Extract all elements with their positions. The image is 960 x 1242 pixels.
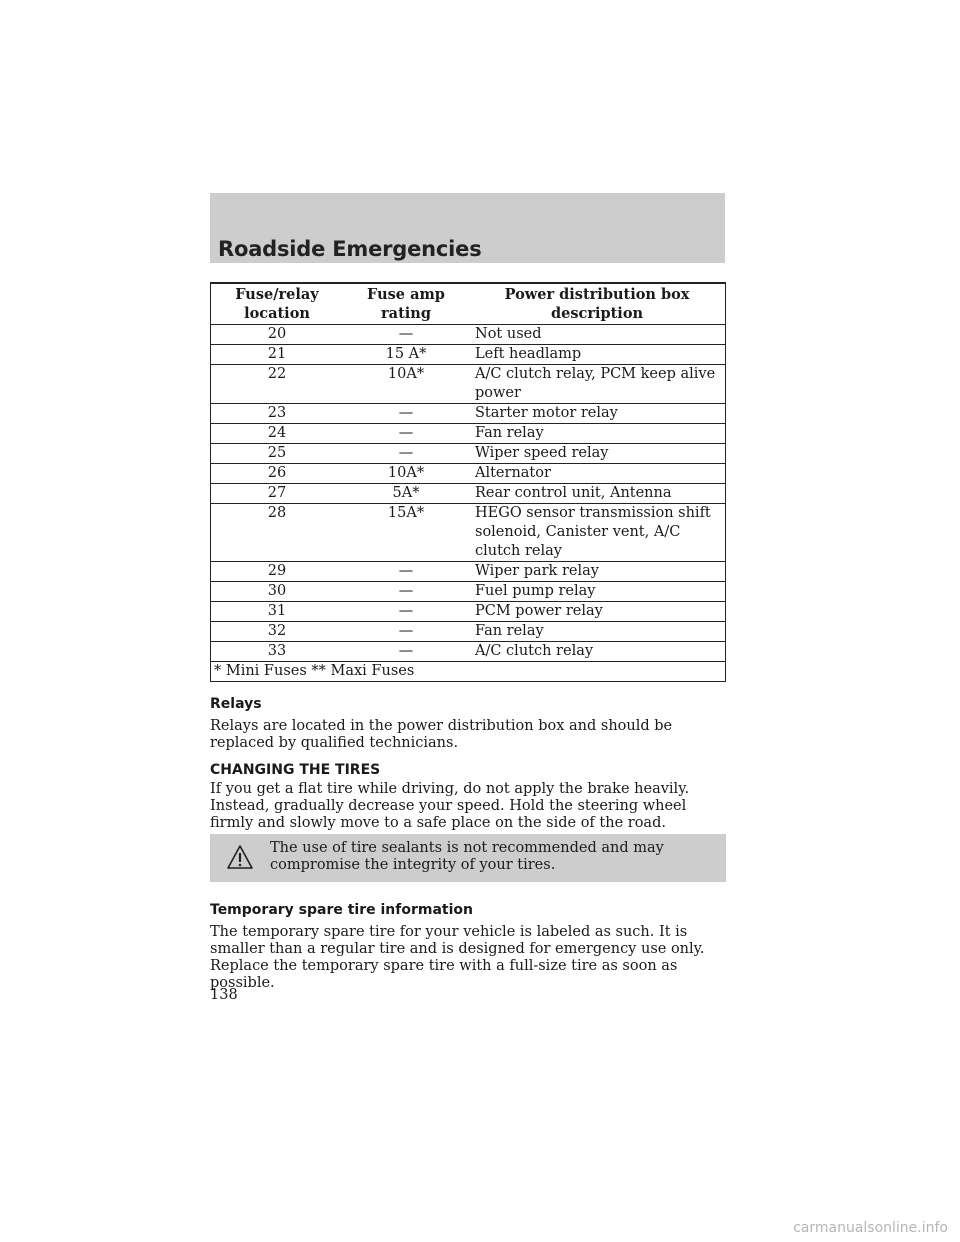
warning-triangle-icon xyxy=(226,844,254,870)
cell-amp: 10A* xyxy=(343,464,469,484)
spare-tire-heading: Temporary spare tire information xyxy=(210,902,473,918)
table-row xyxy=(211,424,726,444)
table-row xyxy=(211,484,726,504)
table-row xyxy=(211,325,726,345)
cell-amp: — xyxy=(343,622,469,642)
fuse-footnote: * Mini Fuses ** Maxi Fuses xyxy=(211,662,726,682)
cell-description: Alternator xyxy=(469,464,726,484)
table-row xyxy=(211,404,726,424)
cell-description: Not used xyxy=(469,325,726,345)
table-row xyxy=(211,602,726,622)
cell-location: 30 xyxy=(211,582,344,602)
cell-description: PCM power relay xyxy=(469,602,726,622)
table-row xyxy=(211,642,726,662)
cell-location: 26 xyxy=(211,464,344,484)
spare-tire-paragraph: The temporary spare tire for your vehicle is labeled as such. It is smaller than a regular tire and is designed for emergency use only. Replace the temporary spare tire with a full-size tire as soon as possible. xyxy=(210,924,705,991)
changing-tires-heading: CHANGING THE TIRES xyxy=(210,762,381,778)
cell-amp: 15 A* xyxy=(343,345,469,365)
header-description: Power distribution box description xyxy=(469,283,726,325)
table-row xyxy=(211,582,726,602)
fuse-table-header-row xyxy=(211,283,726,325)
cell-description: A/C clutch relay, PCM keep alive power xyxy=(469,365,726,404)
cell-location: 28 xyxy=(211,504,344,562)
cell-description: HEGO sensor transmission shift solenoid, Canister vent, A/C clutch relay xyxy=(469,504,726,562)
cell-description: Wiper park relay xyxy=(469,562,726,582)
warning-text: The use of tire sealants is not recommended and may compromise the integrity of your tires. xyxy=(270,840,664,873)
cell-location: 32 xyxy=(211,622,344,642)
cell-location: 29 xyxy=(211,562,344,582)
table-row xyxy=(211,562,726,582)
changing-tires-paragraph: If you get a flat tire while driving, do not apply the brake heavily. Instead, gradually decrease your speed. Hold the steering wheel firmly and slowly move to a safe place on the side of the road. xyxy=(210,781,690,831)
cell-location: 24 xyxy=(211,424,344,444)
header-fuse-amp: Fuse amp rating xyxy=(343,283,469,325)
cell-location: 20 xyxy=(211,325,344,345)
cell-amp: 15A* xyxy=(343,504,469,562)
cell-amp: 10A* xyxy=(343,365,469,404)
cell-description: Wiper speed relay xyxy=(469,444,726,464)
table-row xyxy=(211,365,726,404)
cell-location: 31 xyxy=(211,602,344,622)
table-footnote-row xyxy=(211,662,726,682)
cell-description: Left headlamp xyxy=(469,345,726,365)
warning-box xyxy=(210,834,726,882)
cell-description: Rear control unit, Antenna xyxy=(469,484,726,504)
table-row xyxy=(211,464,726,484)
cell-location: 23 xyxy=(211,404,344,424)
page-number: 138 xyxy=(210,987,238,1003)
cell-amp: — xyxy=(343,602,469,622)
cell-description: Starter motor relay xyxy=(469,404,726,424)
fuse-table xyxy=(210,282,726,682)
relays-paragraph: Relays are located in the power distribution box and should be replaced by qualified technicians. xyxy=(210,718,673,751)
header-fuse-location: Fuse/relay location xyxy=(211,283,344,325)
section-header-bar xyxy=(210,193,725,263)
cell-description: Fuel pump relay xyxy=(469,582,726,602)
cell-location: 22 xyxy=(211,365,344,404)
cell-amp: — xyxy=(343,642,469,662)
cell-description: Fan relay xyxy=(469,424,726,444)
cell-amp: — xyxy=(343,404,469,424)
cell-amp: — xyxy=(343,424,469,444)
cell-location: 27 xyxy=(211,484,344,504)
cell-amp: — xyxy=(343,582,469,602)
cell-amp: — xyxy=(343,325,469,345)
cell-amp: — xyxy=(343,562,469,582)
table-row xyxy=(211,622,726,642)
cell-description: Fan relay xyxy=(469,622,726,642)
table-row xyxy=(211,504,726,562)
table-row xyxy=(211,444,726,464)
watermark: carmanualsonline.info xyxy=(793,1220,948,1236)
cell-description: A/C clutch relay xyxy=(469,642,726,662)
cell-amp: — xyxy=(343,444,469,464)
cell-location: 21 xyxy=(211,345,344,365)
relays-heading: Relays xyxy=(210,696,262,712)
table-row xyxy=(211,345,726,365)
cell-amp: 5A* xyxy=(343,484,469,504)
cell-location: 33 xyxy=(211,642,344,662)
cell-location: 25 xyxy=(211,444,344,464)
section-title: Roadside Emergencies xyxy=(218,237,482,261)
